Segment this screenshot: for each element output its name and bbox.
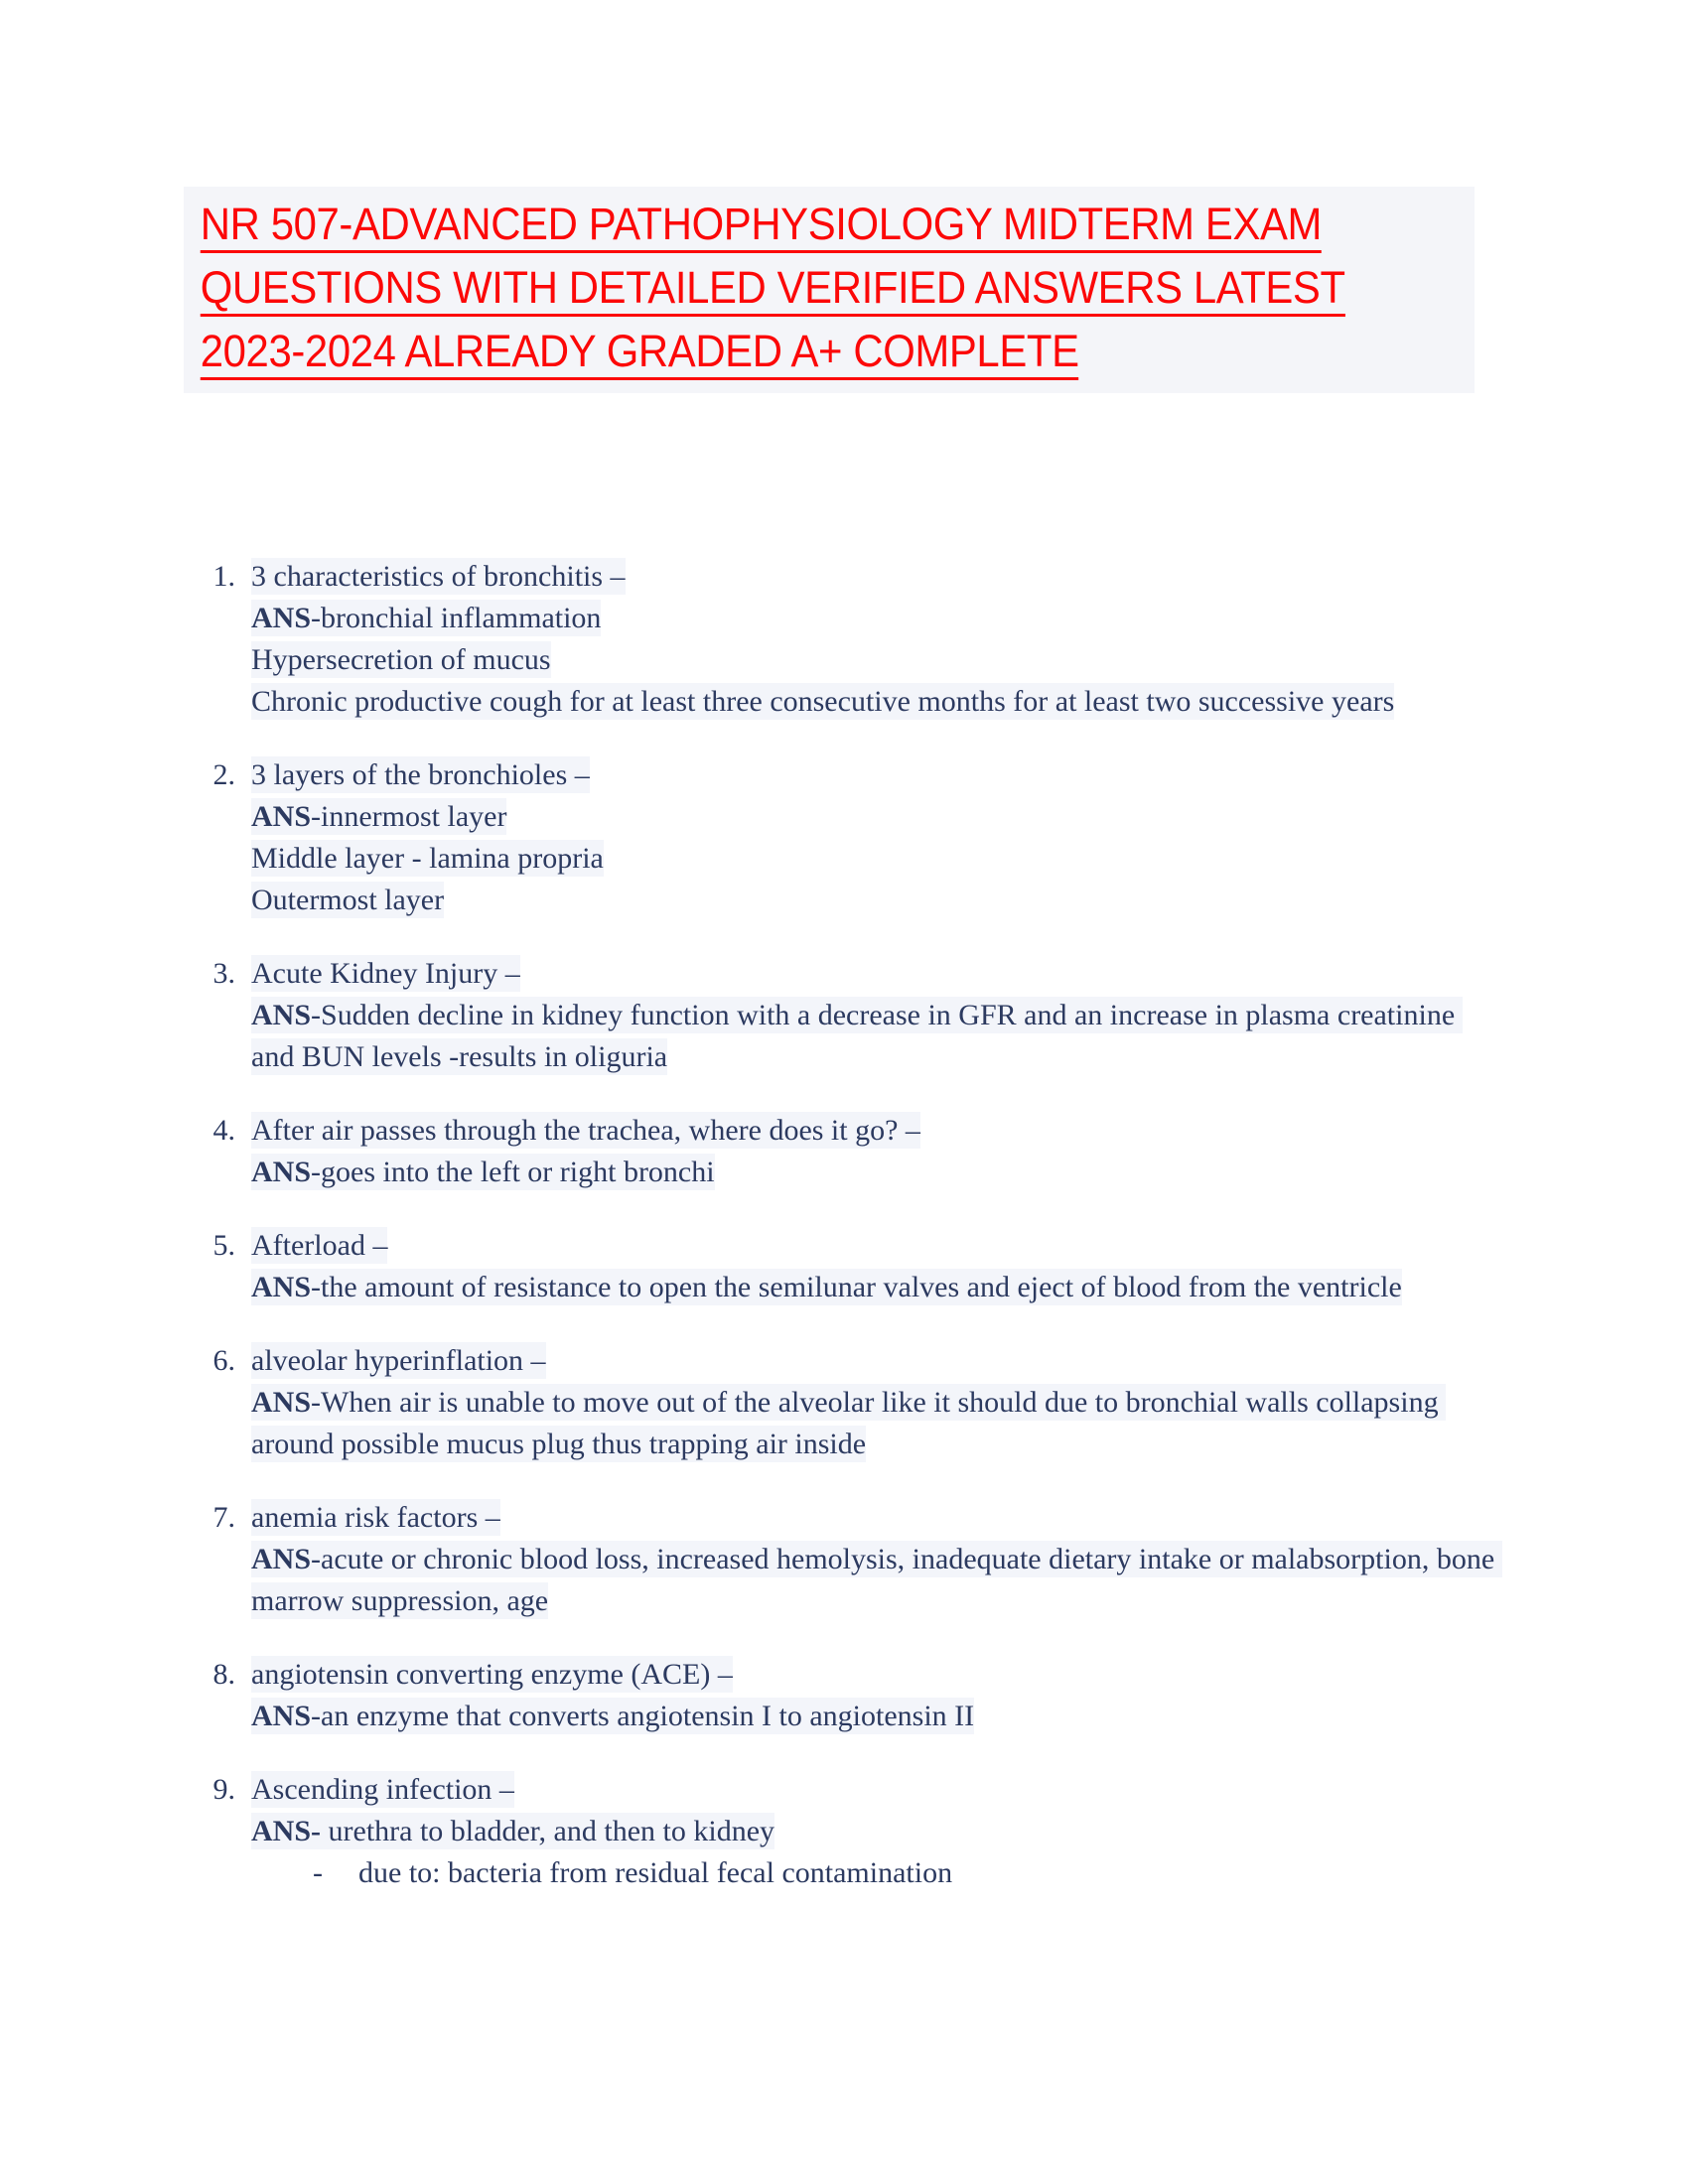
title-line-2 xyxy=(184,256,1384,320)
qa-answer xyxy=(251,995,1504,1078)
answer-text: -the amount of resistance to open the semilunar valves and eject of blood from the ventricle xyxy=(311,1271,1402,1303)
title-line-1 xyxy=(184,193,1384,256)
answer-label: ANS xyxy=(251,800,312,833)
qa-body xyxy=(251,754,1504,921)
qa-prompt xyxy=(251,1225,1504,1267)
qa-prompt-text: After air passes through the trachea, where does it go? – xyxy=(251,1114,920,1147)
qa-sub-bullet xyxy=(251,1852,1504,1894)
qa-prompt xyxy=(251,1654,1504,1696)
qa-extra-line xyxy=(251,681,1504,723)
qa-extra-text: Hypersecretion of mucus xyxy=(251,643,551,676)
qa-number: 6. xyxy=(212,1344,235,1377)
qa-body xyxy=(251,1769,1504,1894)
answer-text: -When air is unable to move out of the alveolar like it should due to bronchial walls collapsing around possible mucus plug thus trapping air inside xyxy=(251,1386,1447,1460)
answer-text: -Sudden decline in kidney function with a decrease in GFR and an increase in plasma creatinine and BUN levels -results in oliguria xyxy=(251,999,1463,1073)
qa-prompt xyxy=(251,1497,1504,1539)
question-list xyxy=(184,556,1504,1926)
qa-body xyxy=(251,1497,1504,1622)
qa-answer xyxy=(251,1811,1504,1852)
answer-label: ANS xyxy=(251,1700,312,1732)
qa-number: 9. xyxy=(212,1773,235,1806)
answer-label: ANS xyxy=(251,1156,312,1188)
answer-label: ANS xyxy=(251,1386,312,1419)
qa-body xyxy=(251,1340,1504,1465)
answer-text: -an enzyme that converts angiotensin I to angiotensin II xyxy=(311,1700,975,1732)
qa-number: 3. xyxy=(212,957,235,990)
answer-label: ANS xyxy=(251,1543,312,1575)
answer-label: ANS xyxy=(251,999,312,1031)
title-line-3 xyxy=(184,320,1384,383)
qa-body xyxy=(251,1225,1504,1308)
title-line-3-text: 2023-2024 ALREADY GRADED A+ COMPLETE xyxy=(201,326,1079,380)
qa-answer xyxy=(251,1152,1504,1193)
qa-extra-line xyxy=(251,639,1504,681)
qa-item xyxy=(184,556,1504,723)
qa-prompt-text: Afterload – xyxy=(251,1229,388,1262)
qa-prompt-text: anemia risk factors – xyxy=(251,1501,500,1534)
answer-label: ANS xyxy=(251,1271,312,1303)
qa-answer xyxy=(251,1696,1504,1737)
qa-item xyxy=(184,1340,1504,1465)
qa-item xyxy=(184,1497,1504,1622)
qa-item xyxy=(184,754,1504,921)
answer-text: -goes into the left or right bronchi xyxy=(311,1156,715,1188)
qa-number: 5. xyxy=(212,1229,235,1262)
qa-body xyxy=(251,1654,1504,1737)
sub-bullet-marker: - xyxy=(313,1856,323,1889)
qa-number: 2. xyxy=(212,758,235,791)
qa-item xyxy=(184,953,1504,1078)
qa-answer xyxy=(251,598,1504,639)
qa-number: 7. xyxy=(212,1501,235,1534)
qa-answer xyxy=(251,1267,1504,1308)
qa-prompt-text: alveolar hyperinflation – xyxy=(251,1344,546,1377)
sub-bullet-text-wrap xyxy=(358,1852,1504,1894)
qa-answer xyxy=(251,1382,1504,1465)
answer-label: ANS- xyxy=(251,1815,322,1847)
title-line-1-text: NR 507-ADVANCED PATHOPHYSIOLOGY MIDTERM EXAM xyxy=(201,199,1322,253)
qa-prompt xyxy=(251,1340,1504,1382)
qa-prompt xyxy=(251,953,1504,995)
qa-number: 4. xyxy=(212,1114,235,1147)
qa-prompt xyxy=(251,1769,1504,1811)
qa-prompt xyxy=(251,1110,1504,1152)
qa-extra-text: Middle layer - lamina propria xyxy=(251,842,604,875)
qa-answer xyxy=(251,1539,1504,1622)
qa-prompt xyxy=(251,556,1504,598)
answer-text: -acute or chronic blood loss, increased hemolysis, inadequate dietary intake or malabsorption, bone marrow suppression, age xyxy=(251,1543,1502,1617)
qa-prompt-text: angiotensin converting enzyme (ACE) – xyxy=(251,1658,733,1691)
answer-label: ANS xyxy=(251,602,312,634)
document-title-block xyxy=(184,187,1475,393)
qa-item xyxy=(184,1110,1504,1193)
answer-text: urethra to bladder, and then to kidney xyxy=(321,1815,775,1847)
qa-item xyxy=(184,1225,1504,1308)
qa-item xyxy=(184,1654,1504,1737)
qa-body xyxy=(251,556,1504,723)
qa-extra-line xyxy=(251,838,1504,880)
qa-extra-text: Chronic productive cough for at least three consecutive months for at least two successive years xyxy=(251,685,1395,718)
sub-bullet-text: due to: bacteria from residual fecal contamination xyxy=(358,1856,953,1889)
answer-text: -innermost layer xyxy=(311,800,507,833)
qa-prompt-text: 3 characteristics of bronchitis – xyxy=(251,560,626,593)
qa-extra-text: Outermost layer xyxy=(251,884,445,916)
qa-answer xyxy=(251,796,1504,838)
qa-prompt-text: Ascending infection – xyxy=(251,1773,514,1806)
qa-prompt-text: Acute Kidney Injury – xyxy=(251,957,520,990)
qa-body xyxy=(251,953,1504,1078)
qa-item xyxy=(184,1769,1504,1894)
qa-prompt-text: 3 layers of the bronchioles – xyxy=(251,758,590,791)
qa-number: 1. xyxy=(212,560,235,593)
qa-extra-line xyxy=(251,880,1504,921)
title-line-2-text: QUESTIONS WITH DETAILED VERIFIED ANSWERS LATEST xyxy=(201,262,1345,317)
answer-text: -bronchial inflammation xyxy=(311,602,602,634)
qa-body xyxy=(251,1110,1504,1193)
qa-prompt xyxy=(251,754,1504,796)
qa-number: 8. xyxy=(212,1658,235,1691)
